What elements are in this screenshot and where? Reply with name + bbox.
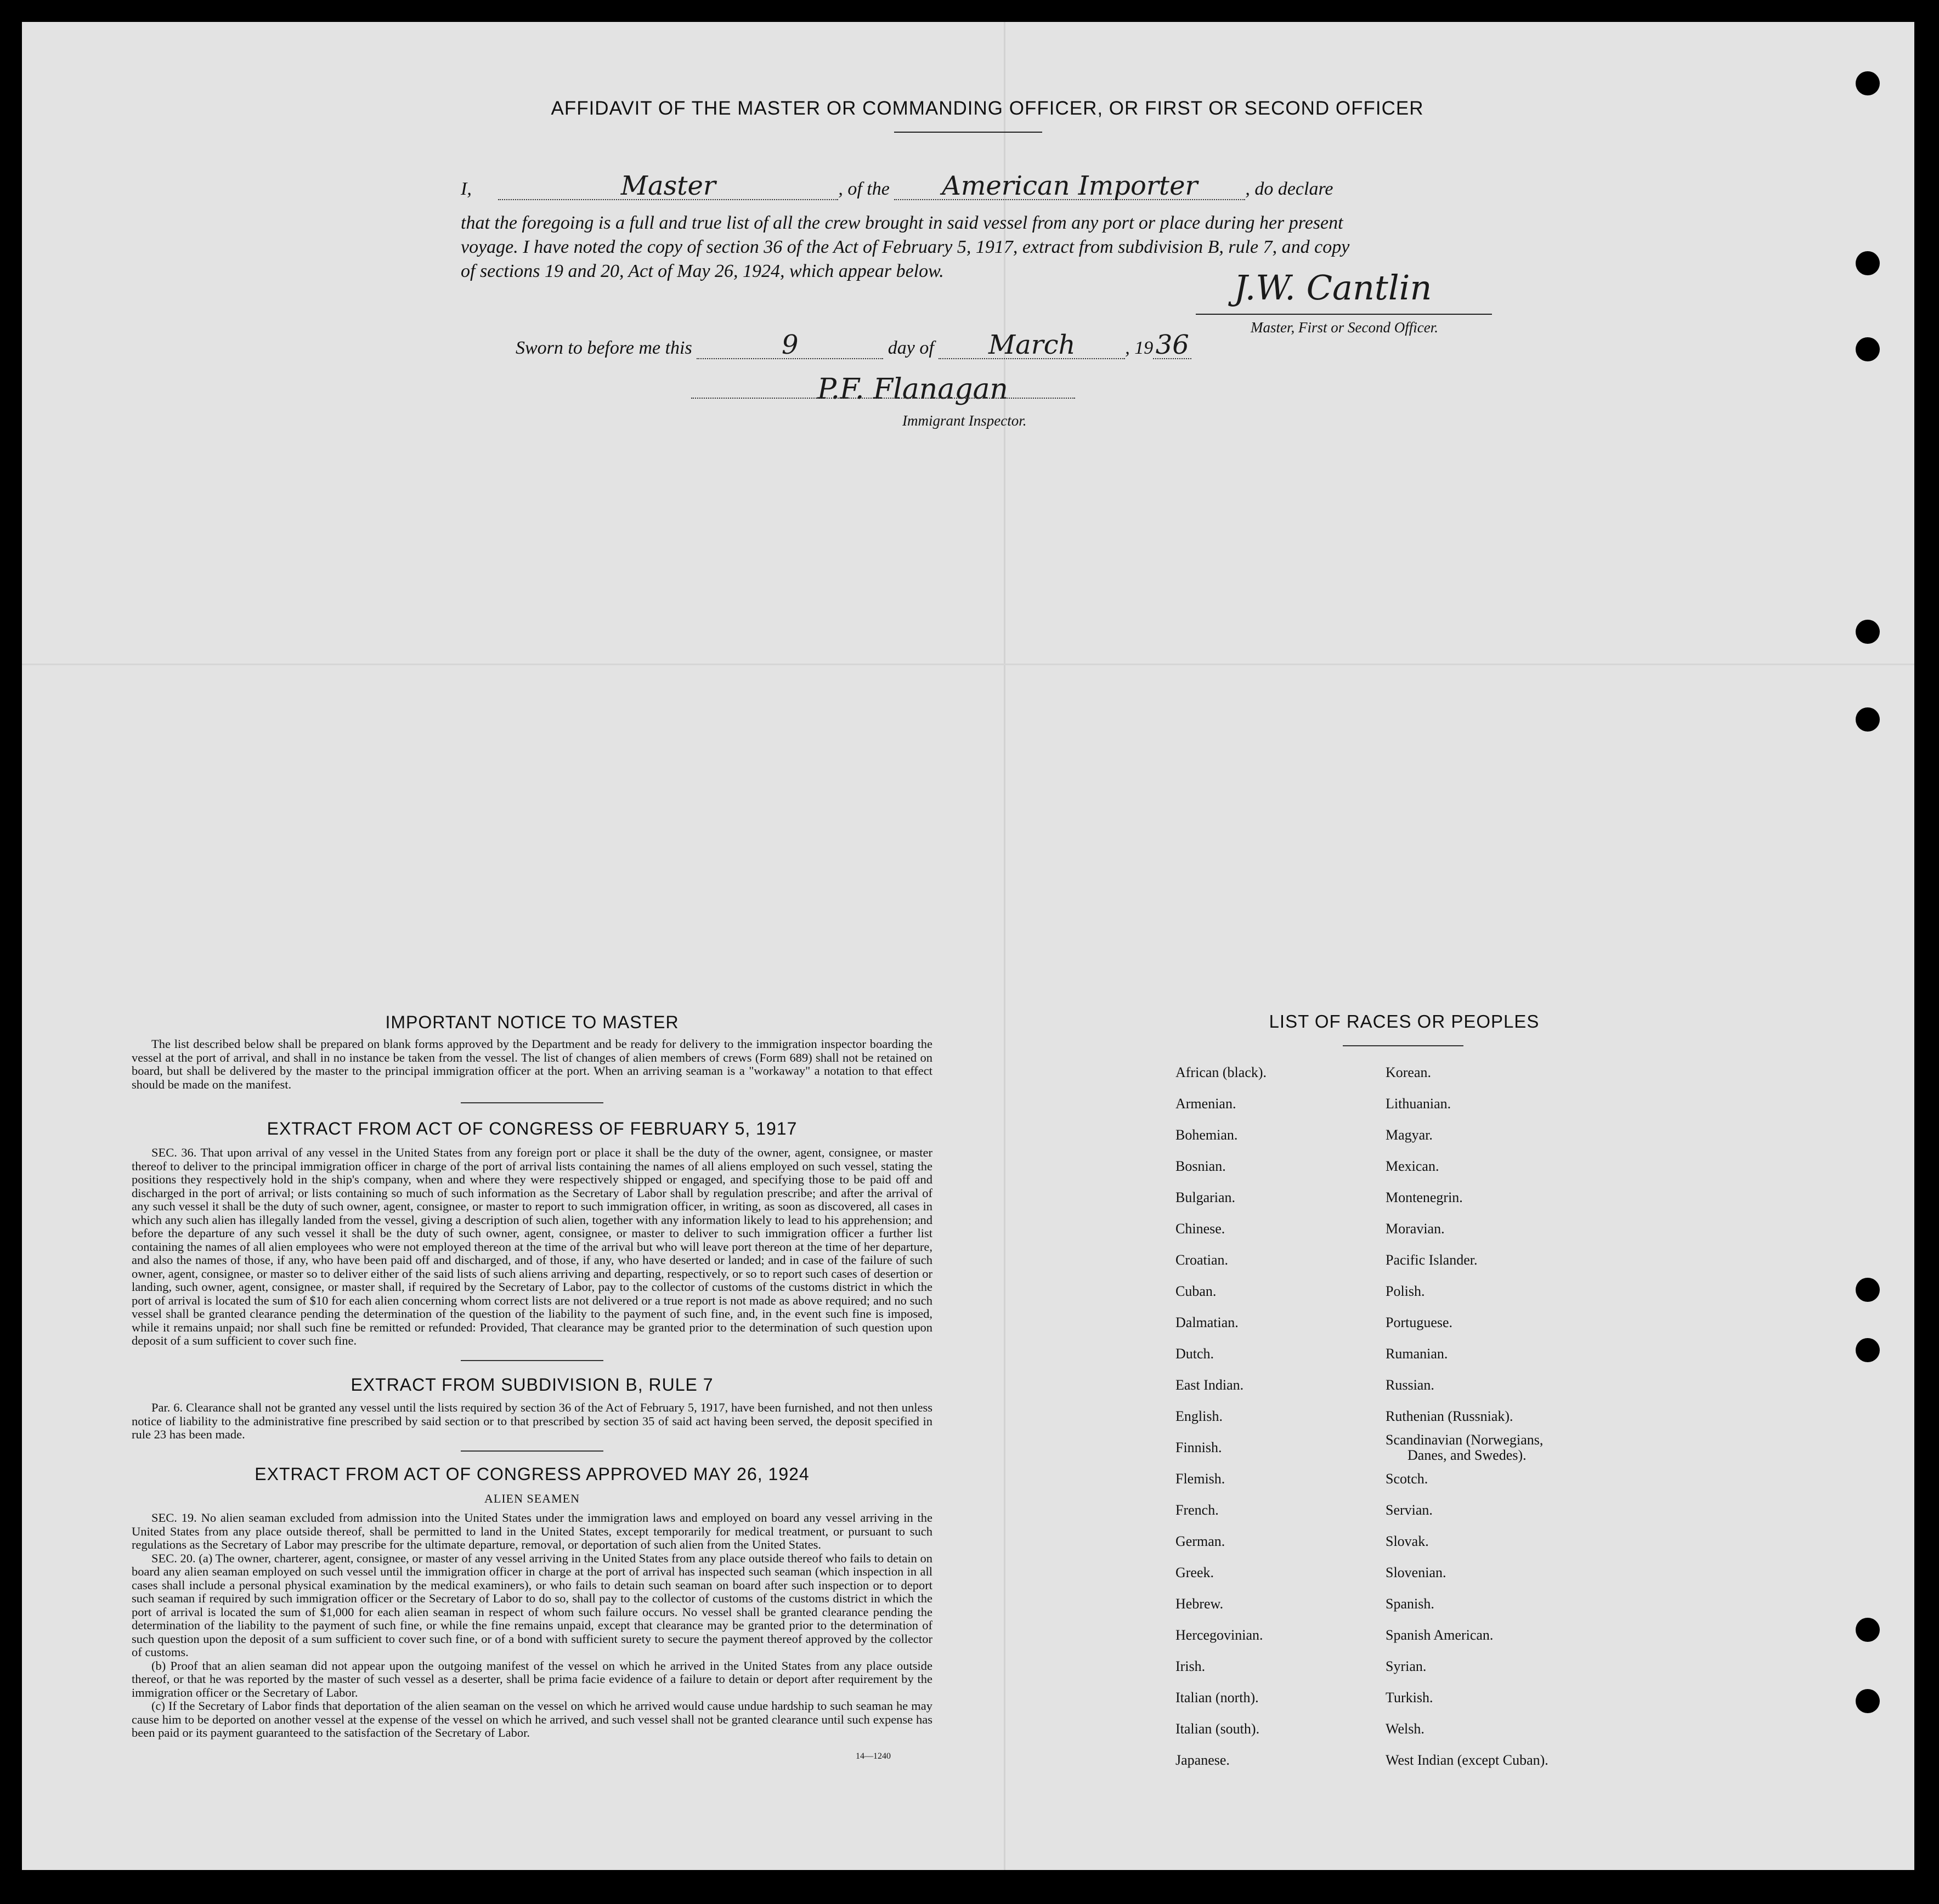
race-item: Portuguese. <box>1386 1314 1453 1330</box>
race-item: English. <box>1175 1408 1223 1424</box>
sec-19-text: SEC. 19. No alien seaman excluded from admission into the United States under the immigration laws and employed on board any vessel arriving in the United States from any place outside thereof, shall be permitted to land in the United States, except temporarily for medical treatment, or pursuant to such regulations as the Secretary of Labor may prescribe for the ultimate departure, removal, or deportation of such alien from the United States. <box>132 1511 932 1551</box>
punch-hole <box>1856 1278 1880 1302</box>
race-item: Magyar. <box>1386 1127 1433 1143</box>
sec-20a-text: SEC. 20. (a) The owner, charterer, agent, consignee, or master of any vessel arriving in the United States from any place outside thereof who fails to detain on board any alien seaman employed on such vessel until the immigration officer in charge at the port of arrival has inspected such seaman (which inspection in all cases shall include a personal physical examination by the medical examiners), or who fails to detain such seaman on board after such inspection or to deport such seaman if required by such immigration officer or the Secretary of Labor to do so, shall pay to the collector of customs of the customs district in which the port of arrival is located the sum of $1,000 for each alien seaman in respect of whom such failure occurs. No vessel shall be granted clearance pending the determination of the liability to the payment of such fine, or while the fine remains unpaid, except that clearance may be granted prior to the determination of such question upon the deposit of a sum sufficient to cover such fine, or of a bond with sufficient surety to secure the payment thereof approved by the collector of customs. <box>132 1551 932 1659</box>
race-item: Japanese. <box>1175 1752 1230 1768</box>
sec-20c-text: (c) If the Secretary of Labor finds that deportation of the alien seaman on the vessel on which he arrived would cause undue hardship to such seaman he may cause him to be deported on another vessel at the expense of the vessel on which he arrived, and such vessel shall not be granted clearance until such expense has been paid or its payment guaranteed to the satisfaction of the Secretary of Labor. <box>132 1699 932 1739</box>
race-item: Scandinavian (Norwegians, <box>1386 1432 1544 1448</box>
sworn-line <box>516 332 1591 359</box>
day-of-label: day of <box>887 338 934 358</box>
race-item: Hercegovinian. <box>1175 1627 1263 1643</box>
vessel-field: American Importer <box>894 173 1245 200</box>
race-item: Montenegrin. <box>1386 1189 1463 1205</box>
punch-hole <box>1856 337 1880 361</box>
notice-title: IMPORTANT NOTICE TO MASTER <box>385 1012 679 1032</box>
race-item: Russian. <box>1386 1377 1434 1393</box>
declaration-body-line-3: of sections 19 and 20, Act of May 26, 1924, which appear below. <box>461 261 944 281</box>
of-the-label: , of the <box>838 179 890 199</box>
sec-20b-text: (b) Proof that an alien seaman did not appear upon the outgoing manifest of the vessel on which he arrived in the United States from any place outside thereof, or that he was reported by the master of such vessel as a deserter, shall be prima facie evidence of a failure to detain or deport after requirement by the immigration officer or the Secretary of Labor. <box>132 1658 932 1699</box>
punch-hole <box>1856 707 1880 732</box>
section-rule <box>461 1360 603 1361</box>
year-prefix: , 19 <box>1125 338 1154 358</box>
extract-1917-title: EXTRACT FROM ACT OF CONGRESS OF FEBRUARY 5, 1917 <box>267 1119 798 1138</box>
race-item: Polish. <box>1386 1283 1425 1299</box>
extract-1924-subtitle: ALIEN SEAMEN <box>484 1492 580 1505</box>
races-title: LIST OF RACES OR PEOPLES <box>1269 1011 1540 1032</box>
punch-hole <box>1856 1618 1880 1642</box>
race-item: Mexican. <box>1386 1158 1439 1174</box>
race-item: Dalmatian. <box>1175 1314 1239 1330</box>
race-item: Syrian. <box>1386 1658 1427 1674</box>
punch-hole <box>1856 1338 1880 1362</box>
form-number: 14—1240 <box>856 1752 891 1761</box>
race-item: East Indian. <box>1175 1377 1244 1393</box>
notice-text: The list described below shall be prepared on blank forms approved by the Department and be ready for delivery to the immigration inspector boarding the vessel at the port of arrival, and shall in no instance be taken from the vessel. The list of changes of alien members of crews (Form 689) shall not be retained on board, but shall be delivered by the master to the principal immigration officer at the port. When an arriving seaman is a "workaway" a notation to that effect should be made on the manifest. <box>132 1037 932 1091</box>
punch-hole <box>1856 71 1880 95</box>
race-item: Irish. <box>1175 1658 1206 1674</box>
race-item: Hebrew. <box>1175 1596 1224 1612</box>
officer-signature-caption: Master, First or Second Officer. <box>1251 319 1438 336</box>
extract-1917-text: SEC. 36. That upon arrival of any vessel in the United States from any foreign port or place it shall be the duty of the owner, agent, consignee, or master thereof to deliver to the principal immigration officer in charge of the port of arrival lists containing the names of all aliens employed on such vessel, stating the positions they respectively hold in the ship's company, when and where they were respectively shipped or engaged, and specifying those to be paid off and discharged in the port of arrival; or lists containing so much of such information as the Secretary of Labor shall by regulation prescribe; and after the arrival of any such vessel it shall be the duty of such owner, agent, consignee, or master to report to such immigration officer, in writing, as soon as discovered, all cases in which any such alien has illegally landed from the vessel, giving a description of such alien, together with any information likely to lead to his apprehension; and before the departure of any such vessel it shall be the duty of such owner, agent, consignee, or master to deliver to such immigration officer a further list containing the names of all alien employees who were not employed thereon at the time of the arrival but who will leave port thereon at the time of her departure, and also the names of those, if any, who have been paid off and discharged, and of those, if any, who have deserted or landed; and in case of the failure of such owner, agent, consignee, or master so to deliver either of the said lists of such aliens arriving and departing, respectively, or so to report such cases of desertion or landing, such owner, agent, consignee, or master shall, if required by the Secretary of Labor, pay to the collector of customs of the customs district in which the port of arrival is located the sum of $10 for each alien concerning whom correct lists are not delivered or a true report is not made as above required; and no such vessel shall be granted clearance pending the determination of the question of the liability to the payment of such fine, and, in the event such fine is imposed, while it remains unpaid; nor shall such fine be remitted or refunded: Provided, That clearance may be granted prior to the determination of such question upon deposit of a sum sufficient to cover such fine. <box>132 1146 932 1347</box>
race-item: Slovak. <box>1386 1533 1429 1549</box>
extract-rule7-title: EXTRACT FROM SUBDIVISION B, RULE 7 <box>351 1375 714 1395</box>
do-declare-label: , do declare <box>1245 179 1333 199</box>
section-rule <box>461 1450 603 1452</box>
races-title-rule <box>1343 1045 1463 1046</box>
month-field: March <box>939 332 1125 359</box>
extract-1924-title: EXTRACT FROM ACT OF CONGRESS APPROVED MAY 26, 1924 <box>255 1464 810 1484</box>
race-item: Spanish American. <box>1386 1627 1494 1643</box>
race-item-continuation: Danes, and Swedes). <box>1407 1447 1527 1463</box>
rank-field: Master <box>498 173 838 200</box>
declaration-body-line-1: that the foregoing is a full and true list of all the crew brought in said vessel from any port or place during her present <box>461 213 1343 233</box>
race-item: Flemish. <box>1175 1471 1225 1487</box>
race-item: Cuban. <box>1175 1283 1217 1299</box>
affidavit-title: AFFIDAVIT OF THE MASTER OR COMMANDING OFFICER, OR FIRST OR SECOND OFFICER <box>551 98 1424 119</box>
race-item: Servian. <box>1386 1502 1433 1518</box>
race-item: Bohemian. <box>1175 1127 1238 1143</box>
race-item: Rumanian. <box>1386 1346 1448 1362</box>
extract-rule7-text: Par. 6. Clearance shall not be granted any vessel until the lists required by section 36 of the Act of February 5, 1917, have been furnished, and not then unless notice of liability to the administrative fine prescribed by said section or to that prescribed by section 35 of said act having been served, the deposit specified in rule 23 has been made. <box>132 1401 932 1441</box>
declaration-line-1 <box>461 173 1536 200</box>
officer-signature: J.W. Cantlin <box>1234 268 1432 308</box>
race-item: Chinese. <box>1175 1221 1225 1237</box>
race-item: Lithuanian. <box>1386 1096 1451 1112</box>
race-item: African (black). <box>1175 1064 1267 1080</box>
race-item: Scotch. <box>1386 1471 1428 1487</box>
race-item: Korean. <box>1386 1064 1432 1080</box>
race-item: Bosnian. <box>1175 1158 1226 1174</box>
inspector-signature-caption: Immigrant Inspector. <box>902 412 1027 429</box>
race-item: Finnish. <box>1175 1440 1222 1455</box>
race-item: Italian (north). <box>1175 1690 1259 1705</box>
declaration-prefix: I, <box>461 179 472 199</box>
fold-line-vertical <box>1004 22 1005 1870</box>
fold-line-horizontal <box>22 664 1914 665</box>
declaration-body-line-2: voyage. I have noted the copy of section 36 of the Act of February 5, 1917, extract from subdivision B, rule 7, and copy <box>461 237 1350 257</box>
section-rule <box>461 1102 603 1103</box>
race-item: Spanish. <box>1386 1596 1434 1612</box>
race-item: Italian (south). <box>1175 1721 1260 1737</box>
punch-hole <box>1856 1689 1880 1713</box>
race-item: Turkish. <box>1386 1690 1433 1705</box>
race-item: Armenian. <box>1175 1096 1236 1112</box>
race-item: Bulgarian. <box>1175 1189 1236 1205</box>
race-item: Dutch. <box>1175 1346 1214 1362</box>
race-item: Greek. <box>1175 1565 1214 1580</box>
race-item: Slovenian. <box>1386 1565 1446 1580</box>
race-item: Croatian. <box>1175 1252 1229 1268</box>
race-item: Ruthenian (Russniak). <box>1386 1408 1513 1424</box>
race-item: French. <box>1175 1502 1219 1518</box>
officer-signature-line <box>1196 314 1492 315</box>
race-item: Pacific Islander. <box>1386 1252 1478 1268</box>
day-field: 9 <box>697 332 883 359</box>
inspector-signature: P.F. Flanagan <box>817 373 1009 406</box>
race-item: West Indian (except Cuban). <box>1386 1752 1548 1768</box>
punch-hole <box>1856 620 1880 644</box>
punch-hole <box>1856 251 1880 275</box>
inspector-signature-line <box>691 398 1075 399</box>
sworn-prefix: Sworn to before me this <box>516 338 692 358</box>
race-item: German. <box>1175 1533 1225 1549</box>
title-rule <box>894 132 1042 133</box>
document-page <box>22 22 1914 1870</box>
extract-1924-text <box>132 1511 932 1740</box>
race-item: Welsh. <box>1386 1721 1424 1737</box>
year-field: 36 <box>1153 332 1191 359</box>
race-item: Moravian. <box>1386 1221 1445 1237</box>
